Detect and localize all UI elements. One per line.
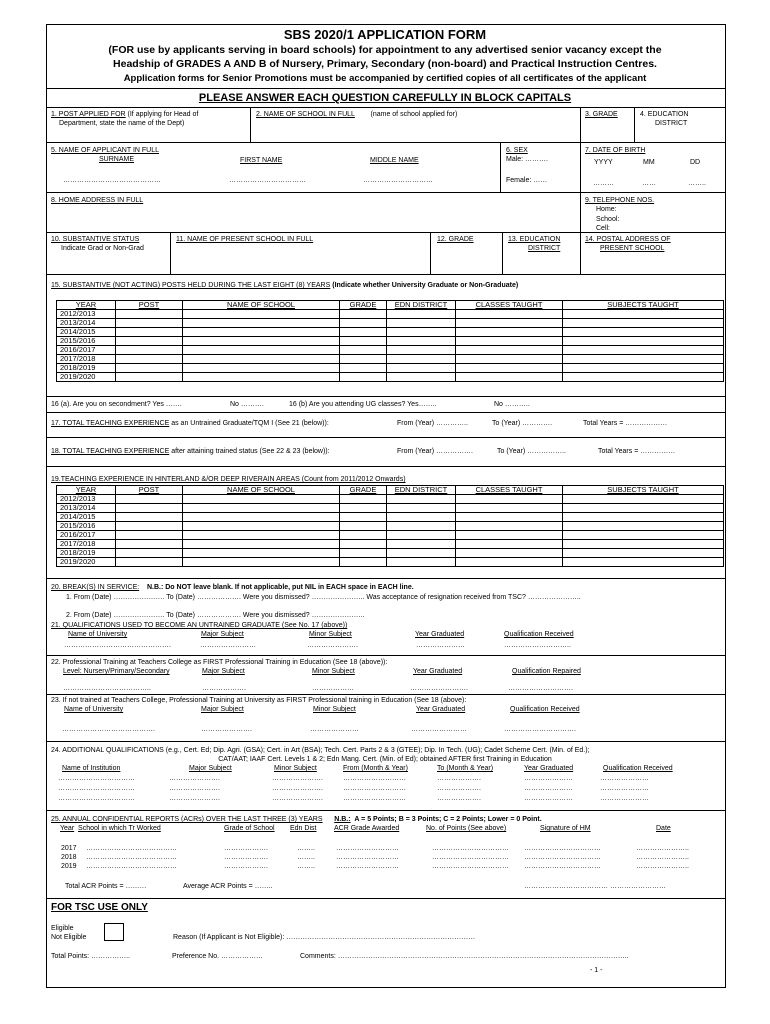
s25-col-district: Edn Dist <box>290 825 317 832</box>
s25-points-field[interactable]: …………………………… <box>432 854 509 861</box>
s23-year-field[interactable]: …………………… <box>411 726 467 733</box>
s17-text: as an Untrained Graduate/TQM I (See 21 (below)): <box>171 420 329 427</box>
s21-qualification-field[interactable]: ……………………….. <box>504 642 571 649</box>
school-name-note: (name of school applied for) <box>370 111 458 118</box>
table-row <box>57 495 724 504</box>
s17-label: 17. TOTAL TEACHING EXPERIENCE <box>51 420 170 427</box>
s25-district-field[interactable]: …….. <box>297 845 315 852</box>
s25-grade-field[interactable]: ………………. <box>224 845 268 852</box>
s25-col-signature: Signature of HM <box>540 825 591 832</box>
s20-nb: N.B.: Do NOT leave blank. If not applicable, put NIL in EACH space in EACH line. <box>146 584 414 591</box>
s24-heading-2: CAT/AAT; IAAF Cert. Levels 1 & 2; Edn Mang. Cert. (Min. of Ed); obtained AFTER first Training in Education <box>218 756 552 763</box>
s22-col-qualification: Qualification Repaired <box>512 668 581 675</box>
comments-field[interactable]: Comments: …………………………………………………………………………………………………………….. <box>300 953 629 960</box>
table-row <box>57 513 724 522</box>
s20-line-2[interactable]: 2. From (Date) …………………. To (Date) ………………. Were you dismissed? ………………….. <box>66 612 365 619</box>
post-applied-note-2: Department, state the name of the Dept) <box>59 120 185 127</box>
table-row <box>57 540 724 549</box>
s25-total-points[interactable]: Total ACR Points = ……… <box>65 883 147 890</box>
phone-home-label: Home: <box>596 206 617 213</box>
s24-col-from: From (Month & Year) <box>343 765 408 772</box>
s17-to[interactable]: To (Year) …………. <box>492 420 553 427</box>
education-district-label: 4. EDUCATION <box>640 111 689 118</box>
postal-address-label-2: PRESENT SCHOOL <box>600 245 665 252</box>
s25-acr-field[interactable]: ……………………… <box>336 863 399 870</box>
middle-name-field[interactable]: ………………………… <box>363 177 433 184</box>
s22-qualification-field[interactable]: ………………………. <box>508 685 573 692</box>
table-row <box>57 355 724 364</box>
present-grade-label: 12. GRADE <box>437 236 474 243</box>
reason-field[interactable]: Reason (If Applicant is Not Eligible): ……………………………………………………………………… <box>173 934 476 941</box>
s17-total[interactable]: Total Years = ……………… <box>583 420 668 427</box>
s24-institution-field[interactable]: …………………………… <box>58 775 135 782</box>
s15-col-year: YEAR <box>57 301 116 310</box>
first-name-label: FIRST NAME <box>240 157 283 164</box>
preference-field[interactable]: Preference No. ……………… <box>172 953 264 960</box>
table-row <box>57 337 724 346</box>
s15-col-grade: GRADE <box>340 301 387 310</box>
surname-field[interactable]: …………………………………… <box>63 177 161 184</box>
s18-from[interactable]: From (Year) ……………. <box>397 448 473 455</box>
s25-date-field[interactable]: ………………….. <box>636 863 689 870</box>
sex-label: 6. SEX <box>506 147 528 154</box>
s24-col-institution: Name of Institution <box>62 765 121 772</box>
s24-to-field[interactable]: ………………. <box>437 775 481 782</box>
s25-signature-field[interactable]: …………………………… <box>524 845 601 852</box>
instruction-heading: PLEASE ANSWER EACH QUESTION CAREFULLY IN BLOCK CAPITALS <box>198 92 572 104</box>
s23-col-minor: Minor Subject <box>313 706 356 713</box>
s17-from[interactable]: From (Year) ………….. <box>397 420 468 427</box>
s22-year-field[interactable]: ……………………. <box>410 685 468 692</box>
s25-points: A = 5 Points; B = 3 Points; C = 2 Points; Lower = 0 Point. <box>354 816 542 823</box>
year-cell: 2019/2020 <box>57 373 116 382</box>
table-row <box>57 328 724 337</box>
s21-col-minor: Minor Subject <box>309 631 352 638</box>
s22-heading: 22. Professional Training at Teachers College as FIRST Professional Training in Education (See 18 (above)): <box>51 659 388 666</box>
table-row <box>57 319 724 328</box>
eligible-label: Eligible <box>51 925 74 932</box>
s24-col-minor: Minor Subject <box>274 765 317 772</box>
year-cell: 2013/2014 <box>57 319 116 328</box>
s25-year-2019: 2019 <box>61 863 77 870</box>
s24-qualification-field[interactable]: ………………… <box>600 785 649 792</box>
s23-heading: 23. If not trained at Teachers College, Professional Training at University as FIRST Professional training in Education (See 18 (above): <box>51 697 467 704</box>
dob-mm: MM <box>643 159 655 166</box>
s23-major-field[interactable]: …………………. <box>201 726 252 733</box>
table-row <box>57 364 724 373</box>
year-cell: 2018/2019 <box>57 364 116 373</box>
year-cell: 2016/2017 <box>57 531 116 540</box>
home-address-label: 8. HOME ADDRESS IN FULL <box>51 197 144 204</box>
s15-heading: 15. SUBSTANTIVE (NOT ACTING) POSTS HELD DURING THE LAST EIGHT (8) YEARS <box>51 282 331 289</box>
dob-month-field[interactable]: …… <box>642 180 656 187</box>
s24-year-field[interactable]: ………………… <box>524 785 573 792</box>
s22-minor-field[interactable]: ……………… <box>312 685 354 692</box>
year-cell: 2012/2013 <box>57 495 116 504</box>
s23-col-year: Year Graduated <box>416 706 466 713</box>
s24-minor-field[interactable]: …………………. <box>272 775 323 782</box>
surname-label: SURNAME <box>99 156 135 163</box>
table-row <box>57 531 724 540</box>
s25-average-points[interactable]: Average ACR Points = …….. <box>183 883 273 890</box>
s25-heading: 25. ANNUAL CONFIDENTIAL REPORTS (ACRs) OVER THE LAST THREE (3) YEARS <box>51 816 323 823</box>
phone-school-label: School: <box>596 216 620 223</box>
s22-major-field[interactable]: ………………. <box>202 685 246 692</box>
form-subtitle-1: (FOR use by applicants serving in board schools) for appointment to any advertised senior vacancy except the <box>108 44 662 56</box>
s25-col-year: Year <box>60 825 75 832</box>
s25-col-school: School in which Tr Worked <box>78 825 161 832</box>
dob-yyyy: YYYY <box>594 159 613 166</box>
s19-col-district: EDN DISTRICT <box>387 486 456 495</box>
table-row <box>57 522 724 531</box>
s15-col-classes: CLASSES TAUGHT <box>456 301 563 310</box>
total-points-field[interactable]: Total Points: …………….. <box>51 953 130 960</box>
s25-grade-field[interactable]: ………………. <box>224 854 268 861</box>
s18-total[interactable]: Total Years = …………… <box>598 448 676 455</box>
s18-label: 18. TOTAL TEACHING EXPERIENCE <box>51 448 170 455</box>
s24-minor-field[interactable]: …………………. <box>272 795 323 802</box>
s25-school-field[interactable]: ………………………………… <box>86 845 177 852</box>
s21-col-major: Major Subject <box>201 631 244 638</box>
s18-to[interactable]: To (Year) …………….. <box>497 448 566 455</box>
year-cell: 2012/2013 <box>57 310 116 319</box>
secondment-no: No ………. <box>230 401 264 408</box>
s23-university-field[interactable]: …………………………………. <box>62 726 155 733</box>
s19-table <box>56 485 724 567</box>
secondment-question: 16 (a). Are you on secondment? Yes ……. <box>51 401 182 408</box>
s25-signature-field[interactable]: …………………………… <box>524 863 601 870</box>
s21-minor-field[interactable]: …………………. <box>307 642 358 649</box>
s22-col-major: Major Subject <box>202 668 245 675</box>
s25-col-date: Date <box>656 825 671 832</box>
form-subtitle-2: Headship of GRADES A AND B of Nursery, Primary, Secondary (non-board) and Practical Instruction Centres. <box>113 58 657 70</box>
s24-from-field[interactable]: ……………………… <box>343 785 406 792</box>
s22-level-field[interactable]: ……………………………….. <box>63 685 151 692</box>
s20-line-1[interactable]: 1. From (Date) …………………. To (Date) ………………. Were you dismissed? ………………….. Was acceptance of resignation received from TSC? ………………….. <box>66 594 581 601</box>
s24-minor-field[interactable]: …………………. <box>272 785 323 792</box>
table-row <box>57 310 724 319</box>
dob-day-field[interactable]: …….. <box>688 180 706 187</box>
s25-points-field[interactable]: …………………………… <box>432 845 509 852</box>
form-subtitle-3: Application forms for Senior Promotions must be accompanied by certified copies of all certificates of the applicant <box>123 73 647 84</box>
grade-label: 3. GRADE <box>585 111 618 118</box>
s24-institution-field[interactable]: …………………………… <box>58 795 135 802</box>
s19-col-subjects: SUBJECTS TAUGHT <box>563 486 724 495</box>
s19-col-classes: CLASSES TAUGHT <box>456 486 563 495</box>
first-name-field[interactable]: …………………………… <box>229 177 306 184</box>
s25-nb: N.B.: <box>334 816 351 823</box>
phone-cell-label: Cell: <box>596 225 611 232</box>
s24-col-to: To (Month & Year) <box>437 765 494 772</box>
form-title: SBS 2020/1 APPLICATION FORM <box>283 27 487 42</box>
s25-date-field[interactable]: ………………….. <box>636 845 689 852</box>
substantive-status-note: Indicate Grad or Non-Grad <box>61 245 144 252</box>
s22-col-year: Year Graduated <box>413 668 463 675</box>
s24-col-year: Year Graduated <box>524 765 574 772</box>
s24-major-field[interactable]: …………………. <box>169 785 220 792</box>
s25-acr-field[interactable]: ……………………… <box>336 854 399 861</box>
s23-col-qualification: Qualification Received <box>510 706 580 713</box>
year-cell: 2015/2016 <box>57 522 116 531</box>
s25-grade-field[interactable]: ………………. <box>224 863 268 870</box>
s25-col-grade: Grade of School <box>224 825 275 832</box>
s21-col-university: Name of University <box>68 631 128 638</box>
s24-col-major: Major Subject <box>189 765 232 772</box>
s25-school-field[interactable]: ………………………………… <box>86 863 177 870</box>
s25-signature-field[interactable]: …………………………… <box>524 854 601 861</box>
present-school-label: 11. NAME OF PRESENT SCHOOL IN FULL <box>176 236 314 243</box>
table-row <box>57 549 724 558</box>
s23-col-university: Name of University <box>64 706 124 713</box>
substantive-status-label: 10. SUBSTANTIVE STATUS <box>51 236 140 243</box>
applicant-name-label: 5. NAME OF APPLICANT IN FULL <box>51 147 160 154</box>
s19-col-post: POST <box>116 486 183 495</box>
s18-text: after attaining trained status (See 22 & 23 (below)): <box>171 448 330 455</box>
s24-col-qualification: Qualification Received <box>603 765 673 772</box>
s24-to-field[interactable]: ………………. <box>437 785 481 792</box>
s21-year-field[interactable]: ………………… <box>416 642 465 649</box>
s25-school-field[interactable]: ………………………………… <box>86 854 177 861</box>
post-applied-note: (If applying for Head of <box>127 111 199 118</box>
table-row <box>57 346 724 355</box>
male-field[interactable]: Male: ………. <box>506 156 549 163</box>
s25-points-field[interactable]: …………………………… <box>432 863 509 870</box>
s24-qualification-field[interactable]: ………………… <box>600 775 649 782</box>
s15-col-post: POST <box>116 301 183 310</box>
s24-major-field[interactable]: …………………. <box>169 795 220 802</box>
present-edn-label: 13. EDUCATION <box>508 236 561 243</box>
ug-classes-question: 16 (b) Are you attending UG classes? Yes…….. <box>289 401 437 408</box>
s19-col-school: NAME OF SCHOOL <box>183 486 340 495</box>
s22-col-minor: Minor Subject <box>312 668 355 675</box>
s25-year-2017: 2017 <box>61 845 77 852</box>
dob-year-field[interactable]: ……… <box>593 180 614 187</box>
s25-district-field[interactable]: …….. <box>297 854 315 861</box>
s23-minor-field[interactable]: ………………… <box>310 726 359 733</box>
table-row <box>57 558 724 567</box>
dob-label: 7. DATE OF BIRTH <box>585 147 646 154</box>
s15-col-district: EDN DISTRICT <box>387 301 456 310</box>
year-cell: 2015/2016 <box>57 337 116 346</box>
s24-to-field[interactable]: ………………. <box>437 795 481 802</box>
table-row <box>57 373 724 382</box>
year-cell: 2014/2015 <box>57 513 116 522</box>
year-cell: 2016/2017 <box>57 346 116 355</box>
year-cell: 2019/2020 <box>57 558 116 567</box>
s22-col-level: Level: Nursery/Primary/Secondary <box>63 668 170 675</box>
dob-dd: DD <box>690 159 701 166</box>
s19-col-year: YEAR <box>57 486 116 495</box>
s25-col-points: No. of Points (See above) <box>426 825 507 832</box>
s25-year-2018: 2018 <box>61 854 77 861</box>
post-applied-label: 1. POST APPLIED FOR <box>51 111 126 118</box>
page-number: - 1 - <box>590 967 603 974</box>
s23-qualification-field[interactable]: …………………………. <box>504 726 576 733</box>
education-district-label-2: DISTRICT <box>655 120 688 127</box>
female-field[interactable]: Female: …… <box>506 177 548 184</box>
s21-col-qualification: Qualification Received <box>504 631 574 638</box>
telephone-label: 9. TELEPHONE NOS. <box>585 197 655 204</box>
s24-from-field[interactable]: ……………………… <box>343 775 406 782</box>
s24-major-field[interactable]: …………………. <box>169 775 220 782</box>
school-name-label: 2. NAME OF SCHOOL IN FULL <box>256 111 355 118</box>
ug-classes-no: No ……….. <box>494 401 530 408</box>
s21-col-year: Year Graduated <box>415 631 465 638</box>
s24-year-field[interactable]: ………………… <box>524 775 573 782</box>
year-cell: 2017/2018 <box>57 540 116 549</box>
middle-name-label: MIDDLE NAME <box>370 157 419 164</box>
s19-col-grade: GRADE <box>340 486 387 495</box>
s15-table <box>56 300 724 382</box>
eligibility-checkbox[interactable] <box>104 923 124 941</box>
s25-district-field[interactable]: …….. <box>297 863 315 870</box>
s21-heading: 21. QUALIFICATIONS USED TO BECOME AN UNTRAINED GRADUATE (See No. 17 (above)) <box>51 622 348 629</box>
s25-date-field[interactable]: ………………….. <box>636 854 689 861</box>
year-cell: 2018/2019 <box>57 549 116 558</box>
s25-col-acr: ACR Grade Awarded <box>334 825 400 832</box>
s24-qualification-field[interactable]: ………………… <box>600 795 649 802</box>
postal-address-label: 14. POSTAL ADDRESS OF <box>585 236 671 243</box>
tsc-heading: FOR TSC USE ONLY <box>51 902 148 913</box>
s21-major-field[interactable]: …………………… <box>200 642 256 649</box>
present-edn-label-2: DISTRICT <box>528 245 561 252</box>
s15-heading-note: (Indicate whether University Graduate or Non-Graduate) <box>332 282 519 289</box>
year-cell: 2017/2018 <box>57 355 116 364</box>
table-row <box>57 504 724 513</box>
s23-col-major: Major Subject <box>201 706 244 713</box>
s15-col-school: NAME OF SCHOOL <box>183 301 340 310</box>
s25-signature-total-field[interactable]: ……………………………… …………………… <box>524 883 666 890</box>
s21-university-field[interactable]: ………………………………………. <box>64 642 171 649</box>
s24-from-field[interactable]: ……………………… <box>343 795 406 802</box>
s24-year-field[interactable]: ………………… <box>524 795 573 802</box>
s15-col-subjects: SUBJECTS TAUGHT <box>563 301 724 310</box>
s24-heading: 24. ADDITIONAL QUALIFICATIONS (e.g., Cert. Ed; Dip. Agri. (GSA); Cert. in Art (BSA); Tech. Cert. Parts 2 & 3 (GTEE); Dip. In Tech. (UG); Cadet Scheme Cert. (Min. of Ed.); <box>51 747 590 754</box>
not-eligible-label: Not Eligible <box>51 934 87 941</box>
year-cell: 2014/2015 <box>57 328 116 337</box>
s25-acr-field[interactable]: ……………………… <box>336 845 399 852</box>
s19-heading: 19.TEACHING EXPERIENCE IN HINTERLAND &/OR DEEP RIVERAIN AREAS (Count from 2011/2012 Onwards) <box>51 476 406 483</box>
s20-label: 20. BREAK(S) IN SERVICE: <box>51 584 140 591</box>
year-cell: 2013/2014 <box>57 504 116 513</box>
s24-institution-field[interactable]: …………………………… <box>58 785 135 792</box>
